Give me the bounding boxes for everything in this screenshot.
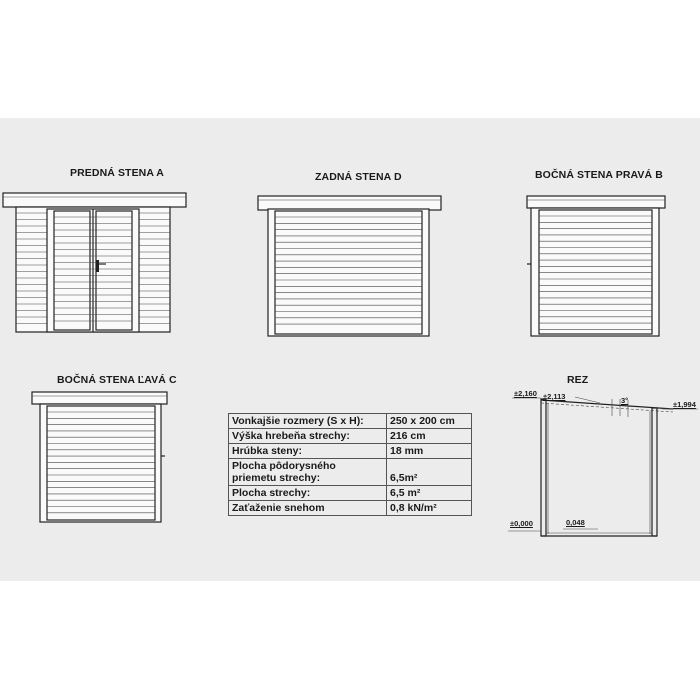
dim-right-height: ±1,994 <box>673 400 696 409</box>
spec-row <box>229 444 472 459</box>
spec-row <box>229 414 472 429</box>
title-right-wall: BOČNÁ STENA PRAVÁ B <box>535 169 663 181</box>
spec-label: Vonkajšie rozmery (S x H): <box>229 414 387 429</box>
right-wall-elevation <box>527 196 665 336</box>
spec-value: 6,5 m² <box>387 486 472 501</box>
spec-value: 250 x 200 cm <box>387 414 472 429</box>
back-wall-elevation <box>258 196 441 336</box>
spec-value: 18 mm <box>387 444 472 459</box>
dim-peak-inner: ±2,113 <box>543 392 566 401</box>
dim-peak-left: ±2,160 <box>514 389 537 398</box>
door-handle-icon <box>96 260 99 272</box>
title-left-wall: BOČNÁ STENA ĽAVÁ C <box>57 374 177 386</box>
dim-ground: ±0,000 <box>510 519 533 528</box>
spec-value: 0,8 kN/m² <box>387 501 472 516</box>
dim-floor: 0,048 <box>566 518 585 527</box>
title-front-wall: PREDNÁ STENA A <box>70 167 164 179</box>
spec-row <box>229 486 472 501</box>
spec-row <box>229 459 472 486</box>
spec-label: Plocha pôdorysného priemetu strechy: <box>229 459 387 486</box>
front-wall-elevation <box>3 193 186 332</box>
spec-label: Zaťaženie snehom <box>229 501 387 516</box>
spec-value: 6,5m² <box>387 459 472 486</box>
spec-row <box>229 501 472 516</box>
left-wall-elevation <box>32 392 167 522</box>
title-section: REZ <box>567 374 589 386</box>
spec-value: 216 cm <box>387 429 472 444</box>
section-drawing <box>508 397 698 536</box>
title-back-wall: ZADNÁ STENA D <box>315 171 402 183</box>
specs-table <box>228 413 472 516</box>
spec-label: Hrúbka steny: <box>229 444 387 459</box>
spec-row <box>229 429 472 444</box>
dim-slope: 3° <box>621 396 629 405</box>
spec-label: Plocha strechy: <box>229 486 387 501</box>
spec-label: Výška hrebeňa strechy: <box>229 429 387 444</box>
